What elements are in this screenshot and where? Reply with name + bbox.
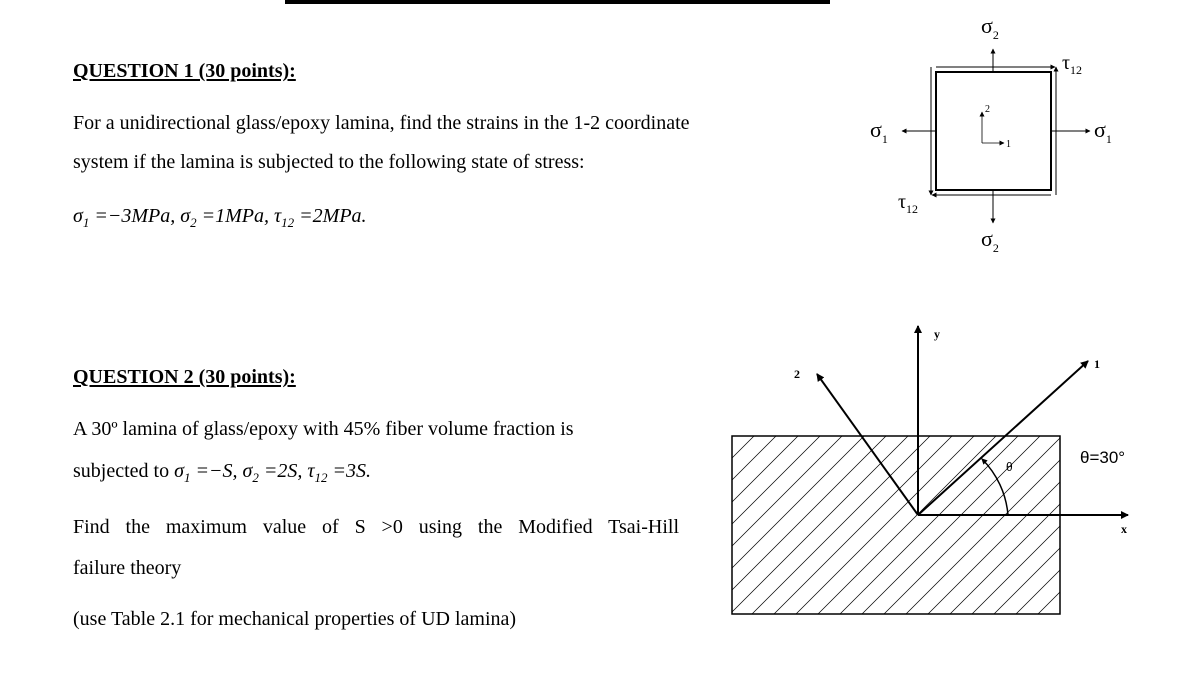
hatch-line bbox=[1170, 436, 1183, 614]
axis-1-label: 1 bbox=[1094, 357, 1100, 371]
question1-text-line2: system if the lamina is subjected to the following state of stress: bbox=[73, 151, 585, 173]
tau12-top-label: $\tau_{12}$ bbox=[1062, 52, 1083, 77]
angle-label: θ=30° bbox=[1080, 448, 1126, 467]
hatch-line bbox=[862, 436, 1040, 614]
x-axis-label: x bbox=[1121, 522, 1127, 536]
hatch-line bbox=[664, 436, 842, 614]
hatch-line bbox=[686, 436, 864, 614]
lamina-diagram bbox=[720, 318, 1140, 623]
theta-label: θ bbox=[1006, 460, 1013, 474]
hatch-line bbox=[752, 436, 930, 614]
sigma2-top-label: $\sigma_2$ bbox=[981, 13, 999, 42]
inner-axis-2-label: 2 bbox=[985, 104, 990, 115]
hatch-line bbox=[774, 436, 952, 614]
y-axis-label: y bbox=[934, 327, 940, 341]
stress-element-diagram bbox=[850, 5, 1110, 270]
sigma1-left-label: $\sigma_1$ bbox=[870, 117, 888, 146]
tau12-bottom-label: $\tau_{12}$ bbox=[898, 191, 919, 216]
hatch-line bbox=[818, 436, 996, 614]
question2-heading: QUESTION 2 (30 points): bbox=[73, 366, 296, 388]
inner-axis-1-label: 1 bbox=[1006, 139, 1011, 150]
axis-2-label: 2 bbox=[794, 367, 800, 381]
hatch-line bbox=[1148, 436, 1183, 614]
question2-note: (use Table 2.1 for mechanical properties of UD lamina) bbox=[73, 608, 517, 630]
question1-stress-state: $\sigma_1 =-3MPa$, $\sigma_2 =1MPa$, $\tau_{12} =2MPa$. bbox=[73, 205, 367, 230]
stress-element-square bbox=[936, 72, 1051, 190]
hatch-line bbox=[1126, 436, 1183, 614]
question2-text-line4: failure theory bbox=[73, 557, 182, 579]
hatch-line bbox=[796, 436, 974, 614]
top-rule bbox=[285, 0, 830, 4]
question2-text-line1: A 30º lamina of glass/epoxy with 45% fiber volume fraction is bbox=[73, 418, 574, 440]
sigma2-bottom-label: $\sigma_2$ bbox=[981, 226, 999, 255]
theta-arc bbox=[982, 459, 1008, 515]
sigma1-right-label: $\sigma_1$ bbox=[1094, 117, 1112, 146]
question1-text-line1: For a unidirectional glass/epoxy lamina, find the strains in the 1-2 coordinate bbox=[73, 112, 690, 134]
question1-heading: QUESTION 1 (30 points): bbox=[73, 60, 296, 82]
hatch-line bbox=[906, 436, 1084, 614]
question2-text-line3: Find the maximum value of S >0 using the Modified Tsai-Hill bbox=[73, 516, 679, 538]
hatch-line bbox=[708, 436, 886, 614]
hatch-line bbox=[840, 436, 1018, 614]
axis-2 bbox=[817, 374, 918, 515]
hatch-line bbox=[884, 436, 1062, 614]
question2-text-line2: subjected to $\sigma_1 =-S$, $\sigma_2 =2S$, $\tau_{12} =3S$. bbox=[73, 460, 372, 485]
